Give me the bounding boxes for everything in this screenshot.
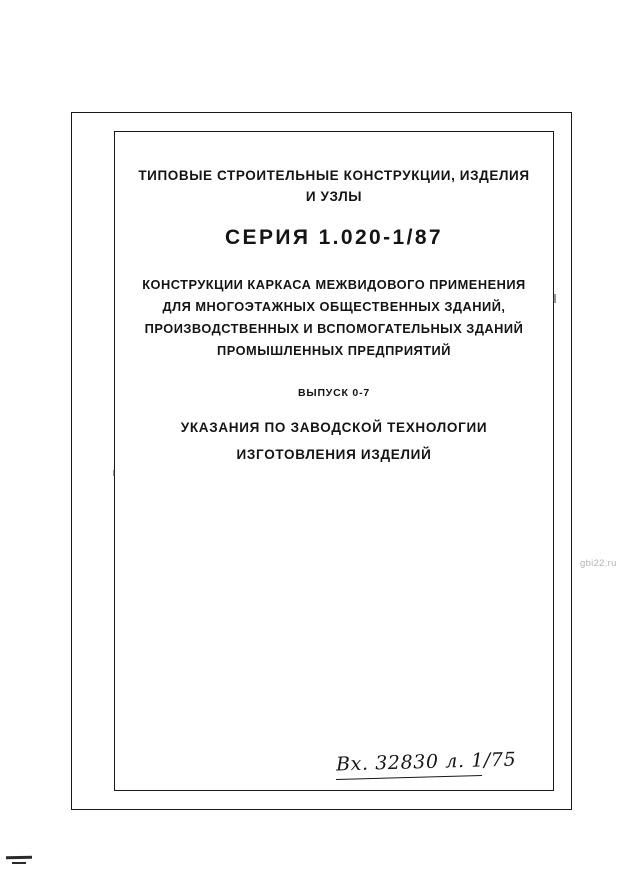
subject-line-2: ИЗГОТОВЛЕНИЯ ИЗДЕЛИЙ bbox=[236, 447, 432, 462]
handwritten-note-underline bbox=[336, 775, 482, 780]
handwritten-inventory-note: Вх. 32830 л. 1/75 bbox=[335, 748, 517, 776]
document-header bbox=[114, 168, 554, 204]
description-line-3: ПРОИЗВОДСТВЕННЫХ И ВСПОМОГАТЕЛЬНЫХ ЗДАНИЙ bbox=[144, 321, 524, 336]
title-page-content bbox=[114, 131, 554, 791]
series-title: СЕРИЯ 1.020-1/87 bbox=[224, 226, 444, 249]
scan-edge-mark bbox=[6, 856, 32, 859]
subject-block bbox=[114, 420, 554, 474]
description-line-1: КОНСТРУКЦИИ КАРКАСА МЕЖВИДОВОГО ПРИМЕНЕНИЯ bbox=[142, 277, 526, 292]
scan-edge-mark bbox=[12, 862, 26, 864]
description-block bbox=[114, 277, 554, 365]
header-line-2: И УЗЛЫ bbox=[305, 189, 363, 204]
description-line-4: ПРОМЫШЛЕННЫХ ПРЕДПРИЯТИЙ bbox=[217, 343, 451, 358]
issue-number: ВЫПУСК 0-7 bbox=[297, 387, 371, 399]
watermark-label: gbi22.ru bbox=[580, 558, 617, 569]
description-line-2: ДЛЯ МНОГОЭТАЖНЫХ ОБЩЕСТВЕННЫХ ЗДАНИЙ, bbox=[162, 299, 506, 314]
header-line-1: ТИПОВЫЕ СТРОИТЕЛЬНЫЕ КОНСТРУКЦИИ, ИЗДЕЛИЯ bbox=[138, 168, 530, 183]
subject-line-1: УКАЗАНИЯ ПО ЗАВОДСКОЙ ТЕХНОЛОГИИ bbox=[180, 420, 488, 435]
